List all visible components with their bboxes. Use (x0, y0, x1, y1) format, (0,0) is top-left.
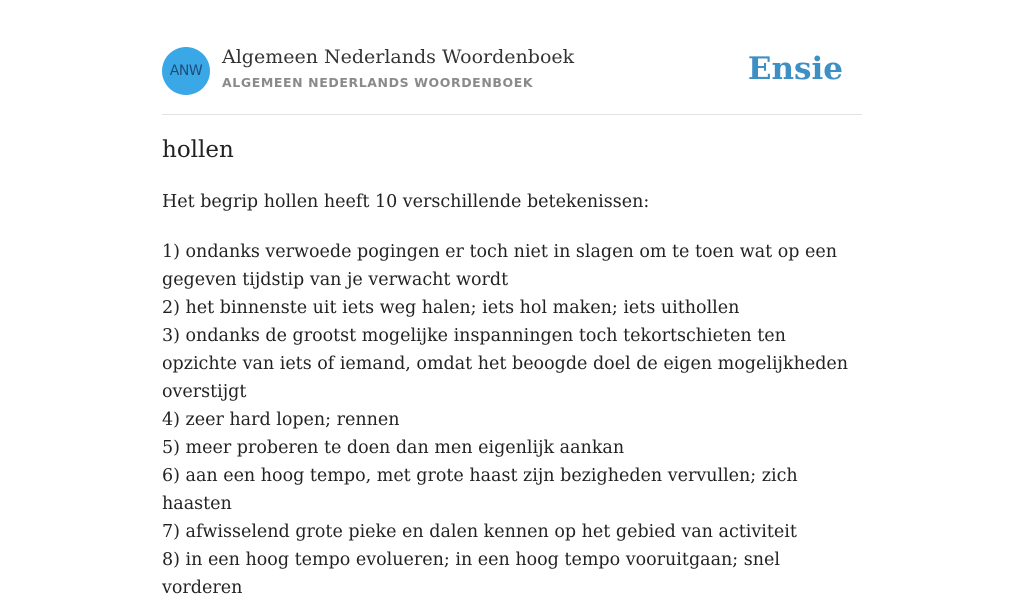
meanings-intro: Het begrip hollen heeft 10 verschillende betekenissen: (162, 192, 650, 212)
meaning-item: 8) in een hoog tempo evolueren; in een hoog tempo vooruitgaan; snel vorderen (162, 550, 780, 598)
meaning-item: 4) zeer hard lopen; rennen (162, 410, 400, 430)
meaning-item: 7) afwisselend grote pieke en dalen kennen op het gebied van activiteit (162, 522, 797, 542)
meaning-item: 5) meer proberen te doen dan men eigenlijk aankan (162, 438, 625, 458)
header (162, 46, 862, 115)
meaning-item: 6) aan een hoog tempo, met grote haast zijn bezigheden vervullen; zich haasten (162, 466, 798, 514)
source-title-link[interactable]: Algemeen Nederlands Woordenboek (222, 46, 575, 68)
source-subtitle: ALGEMEEN NEDERLANDS WOORDENBOEK (222, 75, 534, 90)
meaning-item: 2) het binnenste uit iets weg halen; iets hol maken; iets uithollen (162, 298, 740, 318)
source-logo[interactable]: ANW (162, 47, 210, 95)
meaning-item: 1) ondanks verwoede pogingen er toch niet in slagen om te toen wat op een gegeven tijdstip van je verwacht wordt (162, 242, 838, 290)
meaning-item: 3) ondanks de grootst mogelijke inspanningen toch tekortschieten ten opzichte van iets of iemand, omdat het beoogde doel de eigen mogelijkheden overstijgt (162, 326, 849, 402)
meanings-list (162, 238, 862, 602)
word-title: hollen (162, 137, 234, 163)
ensie-logo-link[interactable]: Ensie (747, 51, 843, 87)
